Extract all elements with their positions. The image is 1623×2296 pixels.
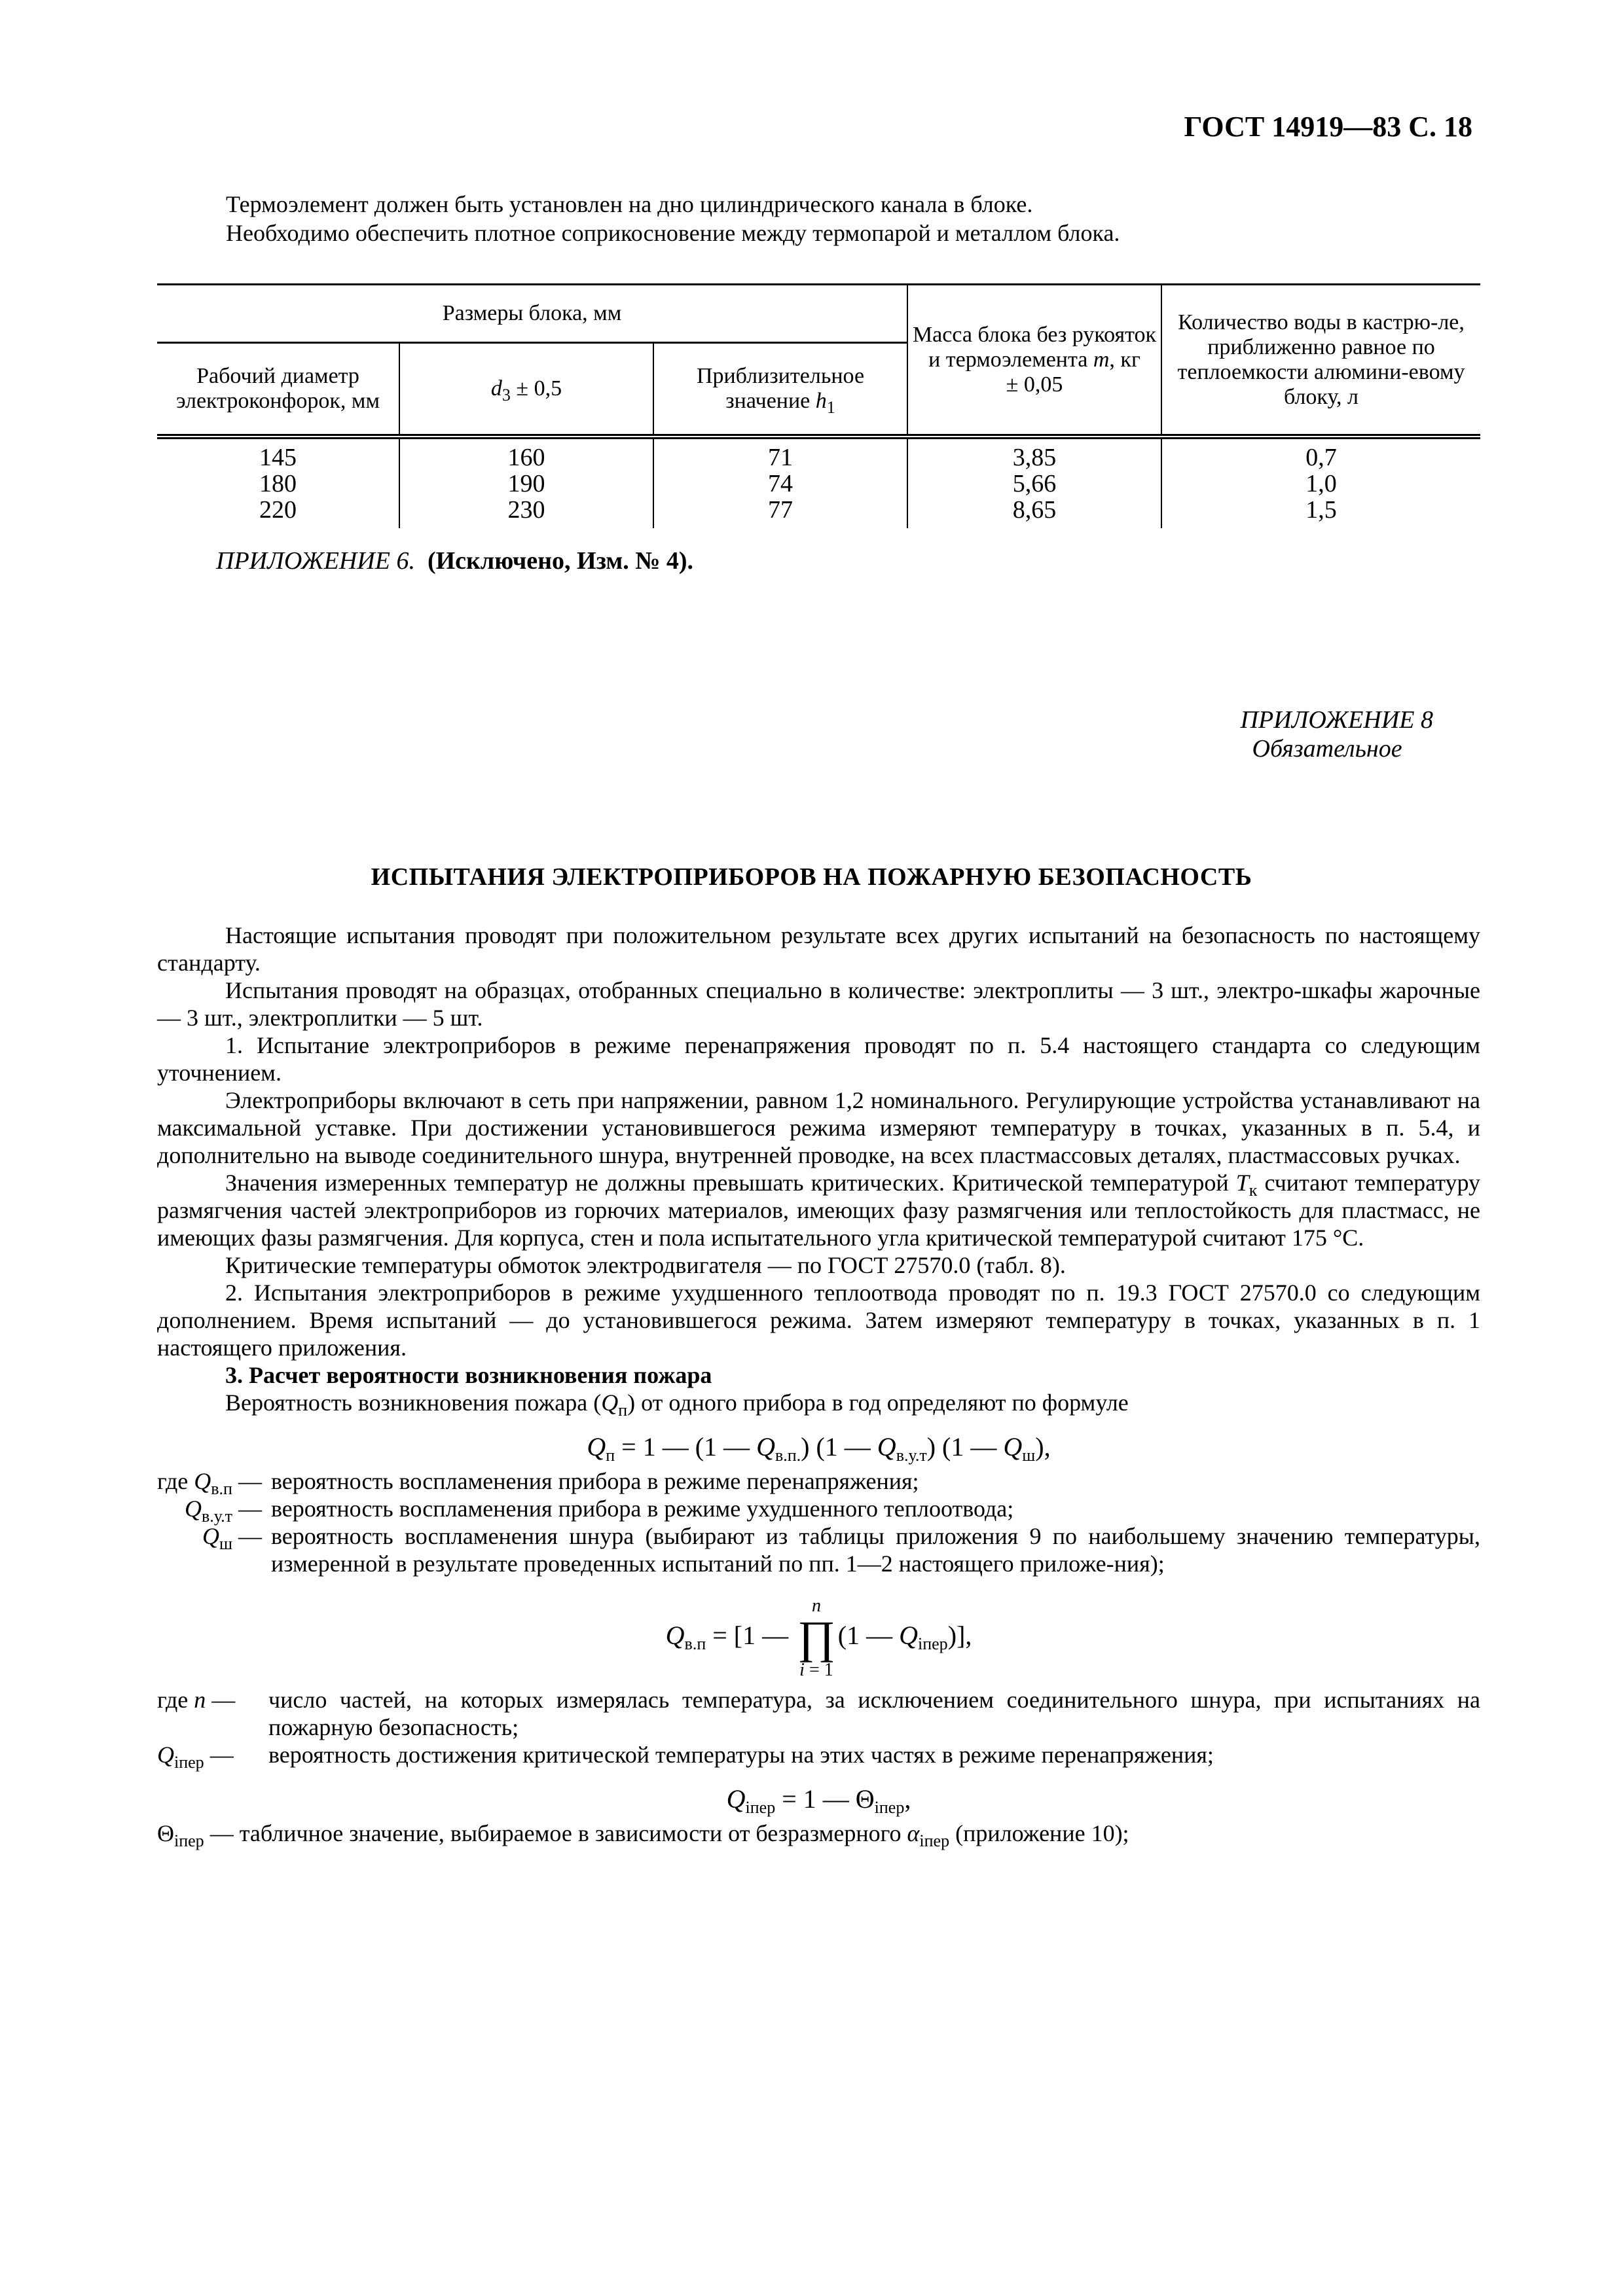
intro-line: Термоэлемент должен быть установлен на дно цилиндрического канала в блоке. [226, 191, 1033, 217]
subsection-heading: 3. Расчет вероятности возникновения пожара [225, 1362, 712, 1388]
formula-overvoltage-probability: $Q_{в.п} = [1$ — n ∏ i = 1 (1 — $Q_{iпер}$)], [665, 1596, 972, 1680]
document-body [157, 922, 1480, 1850]
definition-item: где n — число частей, на которых измерялась температура, за исключением соединительного шнура, при испытаниях на пожарную безопасность; [157, 1687, 1480, 1740]
table-header-water: Количество воды в кастрю-ле, приближенно равное по теплоемкости алюмини-евому блоку, л [1161, 285, 1480, 437]
formula-fire-probability: $Q_п = 1$ — (1 — $Q_{в.п.}$) (1 — $Q_{в.у.т}$) (1 — $Q_ш$), [587, 1432, 1051, 1465]
paragraph: Электроприборы включают в сеть при напряжении, равном 1,2 номинального. Регулирующие устройства устанавливают на максимальной уставке. При достижении установившегося режима измеряют температуру в точках, указанных в п. 5.4, и дополнительно на выводе соединительного шнура, внутренней проводке, на всех пластмассовых деталях, пластмассовых ручках. [157, 1087, 1480, 1168]
theta-definition: $\Theta_{iпер}$ — табличное значение, выбираемое в зависимости от безразмерного $\alpha_{iпер}$ (приложение 10); [157, 1820, 1129, 1850]
paragraph: Вероятность возникновения пожара $(Q_п)$ от одного прибора в год определяют по формуле [225, 1390, 1129, 1420]
table-group-header: Размеры блока, мм [157, 285, 907, 343]
intro-line: Необходимо обеспечить плотное соприкосновение между термопарой и металлом блока. [226, 220, 1120, 246]
table-header-d3: $d_3 \pm 0,5$ [399, 343, 653, 437]
paragraph: 2. Испытания электроприборов в режиме ухудшенного теплоотвода проводят по п. 19.3 ГОСТ 27570.0 со следующим дополнением. Время испытаний — до установившегося режима. Затем измеряют температуру в точках, указанных в п. 1 настоящего приложения. [157, 1280, 1480, 1361]
definition-item: $Q_ш$ — вероятность воспламенения шнура (выбирают из таблицы приложения 9 по наибольшему значению температуры, измеренной в результате проведенных испытаний по пп. 1—2 настоящего приложе-ния); [202, 1523, 1480, 1577]
appendix-8-label: ПРИЛОЖЕНИЕ 8 Обязательное [1240, 706, 1433, 762]
definition-item: где $Q_{в.п}$ — вероятность воспламенения прибора в режиме перенапряжения; [157, 1468, 919, 1498]
paragraph: 1. Испытание электроприборов в режиме перенапряжения проводят по п. 5.4 настоящего стандарта со следующим уточнением. [157, 1032, 1480, 1086]
table-header-diameter: Рабочий диаметр электроконфорок, мм [157, 343, 399, 437]
table-header-mass: Масса блока без рукояток и термоэлемента m, кг ± 0,05 [907, 285, 1161, 437]
table-row: 180 190 74 5,66 1,0 [157, 471, 1480, 497]
intro-text [226, 190, 1470, 247]
appendix-6-note: ПРИЛОЖЕНИЕ 6. (Исключено, Изм. № 4). [216, 547, 694, 575]
paragraph: Настоящие испытания проводят при положительном результате всех других испытаний на безопасность по настоящему стандарту. [157, 922, 1480, 976]
table-header-h1: Приблизительное значение $h_1$ [653, 343, 907, 437]
paragraph: Значения измеренных температур не должны превышать критических. Критической температурой $T_к$ считают температуру размягчения частей электроприборов из горючих материалов, имеющих фазу размягчения или теплостойкость для пластмасс, не имеющих фазы размягчения. Для корпуса, стен и пола испытательного угла критической температурой считают 175 °С. [157, 1170, 1480, 1251]
definition-item: $Q_{iпер}$ — вероятность достижения критической температуры на этих частях в режиме перенапряжения; [157, 1742, 1214, 1772]
product-symbol: n ∏ i = 1 [797, 1596, 835, 1680]
paragraph: Критические температуры обмоток электродвигателя — по ГОСТ 27570.0 (табл. 8). [225, 1252, 1066, 1278]
definitions-list-2 [157, 1686, 1480, 1772]
definition-item: $Q_{в.у.т}$ — вероятность воспламенения прибора в режиме ухудшенного теплоотвода; [184, 1496, 1014, 1526]
document-header-code: ГОСТ 14919—83 С. 18 [1184, 111, 1472, 143]
definitions-list-1 [157, 1467, 1480, 1577]
table-row: 220 230 77 8,65 1,5 [157, 497, 1480, 528]
block-dimensions-table [157, 283, 1480, 528]
formula-critical-probability: $Q_{iпер} = 1$ — $\Theta_{iпер}$, [726, 1784, 911, 1817]
paragraph: Испытания проводят на образцах, отобранных специально в количестве: электроплиты — 3 шт., электро-шкафы жарочные — 3 шт., электроплитки — 5 шт. [157, 977, 1480, 1031]
table-row: 145 160 71 3,85 0,7 [157, 437, 1480, 471]
section-title: ИСПЫТАНИЯ ЭЛЕКТРОПРИБОРОВ НА ПОЖАРНУЮ БЕЗОПАСНОСТЬ [371, 863, 1252, 891]
